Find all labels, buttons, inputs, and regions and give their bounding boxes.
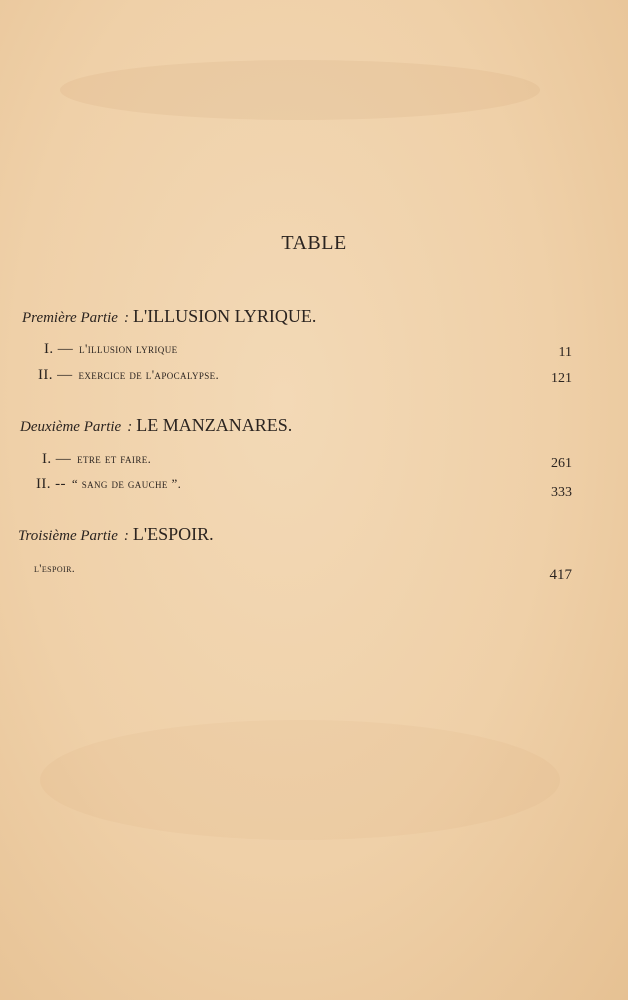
part-separator: : bbox=[127, 419, 133, 435]
paper-stain bbox=[40, 720, 560, 840]
chapter-title: etre et faire. bbox=[77, 451, 152, 466]
part-label: Troisième Partie bbox=[18, 528, 118, 544]
part-separator: : bbox=[123, 528, 129, 544]
page-number: 121 bbox=[551, 371, 572, 386]
chapter-title: “ sang de gauche ”. bbox=[71, 476, 182, 491]
chapter-title: l'illusion lyrique bbox=[79, 341, 178, 356]
toc-entry bbox=[36, 476, 181, 493]
part-separator: : bbox=[123, 310, 129, 326]
chapter-title: l'espoir. bbox=[34, 561, 76, 575]
part-heading-2 bbox=[20, 415, 292, 436]
part-name: L'ILLUSION LYRIQUE. bbox=[132, 306, 317, 326]
part-heading-3 bbox=[18, 524, 214, 545]
part-label: Deuxième Partie bbox=[20, 419, 122, 435]
chapter-number: II. -- bbox=[36, 476, 66, 492]
chapter-number: I. — bbox=[44, 341, 74, 357]
page-number: 417 bbox=[549, 567, 572, 583]
part-name: L'ESPOIR. bbox=[132, 524, 214, 544]
page-title: TABLE bbox=[281, 232, 347, 254]
toc-entry bbox=[34, 561, 75, 576]
chapter-number: I. — bbox=[42, 451, 72, 467]
toc-entry bbox=[38, 367, 219, 384]
page-number: 333 bbox=[551, 485, 572, 500]
chapter-title: exercice de l'apocalypse. bbox=[78, 367, 220, 382]
toc-entry bbox=[44, 341, 178, 358]
page-number: 11 bbox=[558, 345, 572, 360]
part-heading-1 bbox=[22, 306, 316, 327]
toc-entry bbox=[42, 451, 151, 468]
part-label: Première Partie bbox=[22, 310, 118, 326]
page-number: 261 bbox=[551, 456, 572, 471]
part-name: LE MANZANARES. bbox=[136, 415, 293, 435]
bleed-through-stain bbox=[60, 60, 540, 120]
chapter-number: II. — bbox=[38, 367, 73, 383]
